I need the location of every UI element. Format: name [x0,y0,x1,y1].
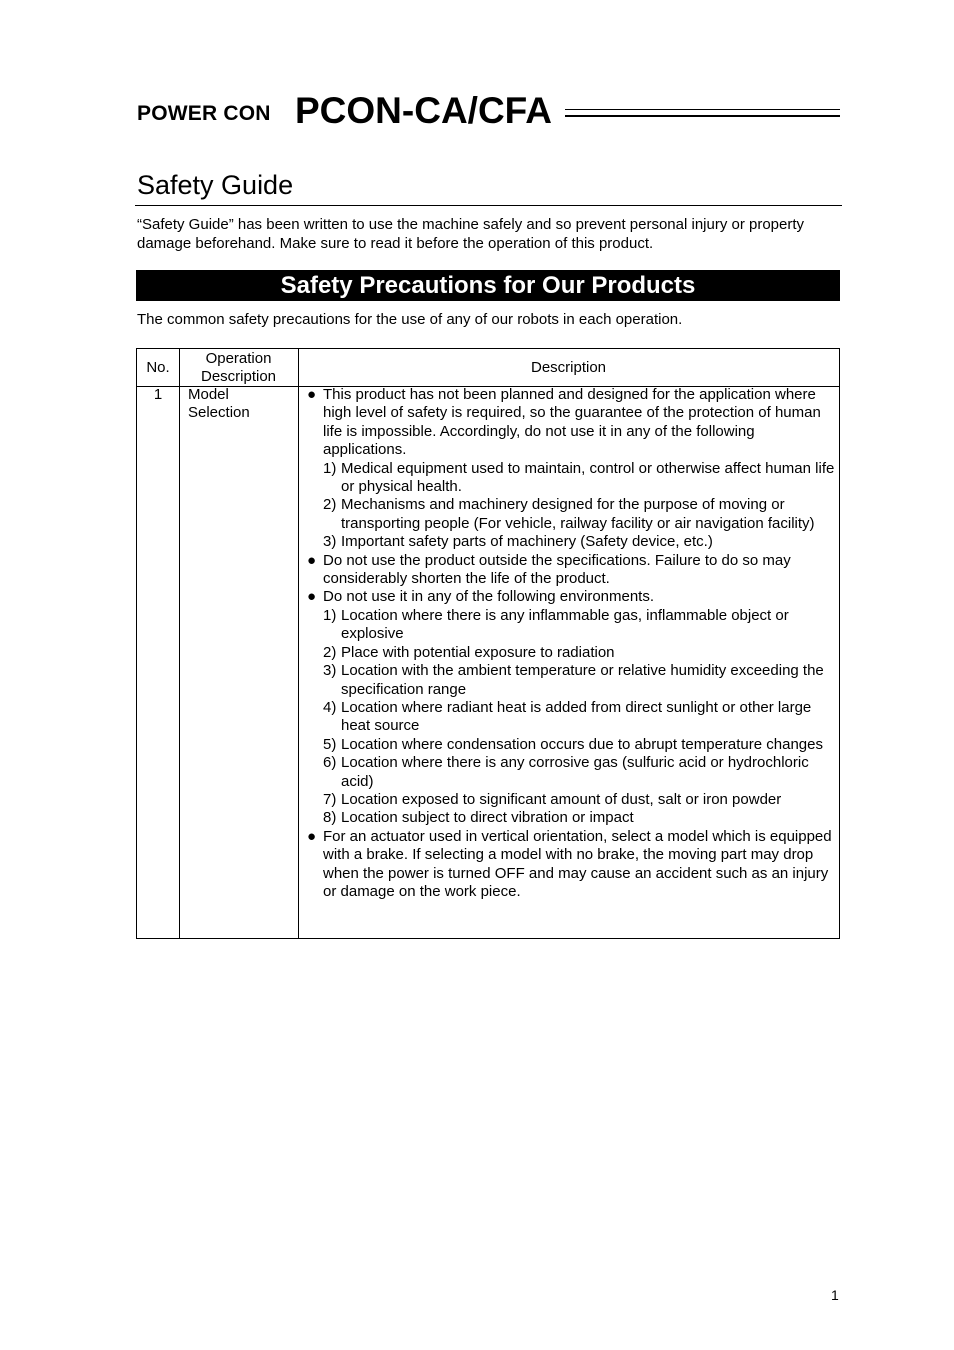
header-rule-thick [565,115,840,117]
header-double-rule [565,109,840,118]
bullet-dot: ● [307,588,317,606]
list-item: 1) Location where there is any inflammable gas, inflammable object or explosive [323,606,789,643]
row-operation [188,386,298,423]
list-item: 2) Place with potential exposure to radiation [323,643,615,661]
bullet-application-restriction [307,386,837,552]
bullet-specifications [307,552,837,589]
bullet-environments [307,588,837,827]
bullet-text: For an actuator used in vertical orientation, select a model which is equipped with a brake. If selecting a model with no brake, the moving part may drop when the power is turned OFF and may cause an accident such as an injury or damage on the work piece. [323,827,832,900]
bullet-dot: ● [307,386,317,403]
bullet-text: Do not use it in any of the following environments. [323,588,655,606]
intro-paragraph: “Safety Guide” has been written to use the machine safely and so prevent personal injury or property damage beforehand. Make sure to read it before the operation of this product. [137,216,805,252]
header-rule-thin [565,109,840,110]
brand-small-title: POWER CON [137,102,271,125]
bullet-text: This product has not been planned and designed for the application where high level of safety is required, so the guarantee of the protection of human life is impossible. Accordingly, do not use it in any of the following applications. [323,386,821,459]
list-item: 3) Important safety parts of machinery (Safety device, etc.) [323,533,713,551]
list-item: 2) Mechanisms and machinery designed for the purpose of moving or transporting people (For vehicle, railway facility or air navigation facility) [323,496,815,532]
list-item: 6) Location where there is any corrosive gas (sulfuric acid or hydrochloric acid) [323,754,809,790]
precautions-banner: Safety Precautions for Our Products [136,270,840,301]
header-no [137,349,179,386]
row-operation-line1: Model [188,386,229,403]
header-description-label: Description [530,358,607,376]
list-item: 8) Location subject to direct vibration or impact [323,809,634,827]
header-operation-line1: Operation [205,349,272,367]
bullet-text: Do not use the product outside the specifications. Failure to do so may considerably shorten the life of the product. [323,551,791,588]
section-divider [135,205,842,206]
list-item: 4) Location where radiant heat is added from direct sunlight or other large heat source [323,698,812,735]
bullet-dot: ● [307,551,317,569]
column-divider-2 [298,349,299,938]
list-item: 7) Location exposed to significant amount of dust, salt or iron powder [323,790,782,808]
document-header [137,90,840,134]
header-description [298,349,839,386]
bullet-vertical-brake [307,828,837,902]
header-operation-line2: Description [200,367,277,385]
environment-list [323,607,837,828]
bullet-dot: ● [307,827,317,845]
product-model-title: PCON-CA/CFA [295,90,552,131]
list-item: 1) Medical equipment used to maintain, control or otherwise affect human life or physical health. [323,459,835,496]
common-precautions-text: The common safety precautions for the use of any of our robots in each operation. [137,311,683,328]
section-title: Safety Guide [137,170,294,200]
application-list [323,460,837,552]
row-description [307,386,837,901]
row-number: 1 [153,386,163,403]
list-item: 3) Location with the ambient temperature or relative humidity exceeding the specification range [323,662,824,698]
column-divider-1 [179,349,180,938]
precautions-table [136,348,840,939]
header-operation [179,349,298,386]
row-operation-line2: Selection [188,404,250,422]
list-item: 5) Location where condensation occurs due to abrupt temperature changes [323,735,823,753]
header-no-label: No. [146,358,170,376]
page-number: 1 [831,1287,839,1303]
